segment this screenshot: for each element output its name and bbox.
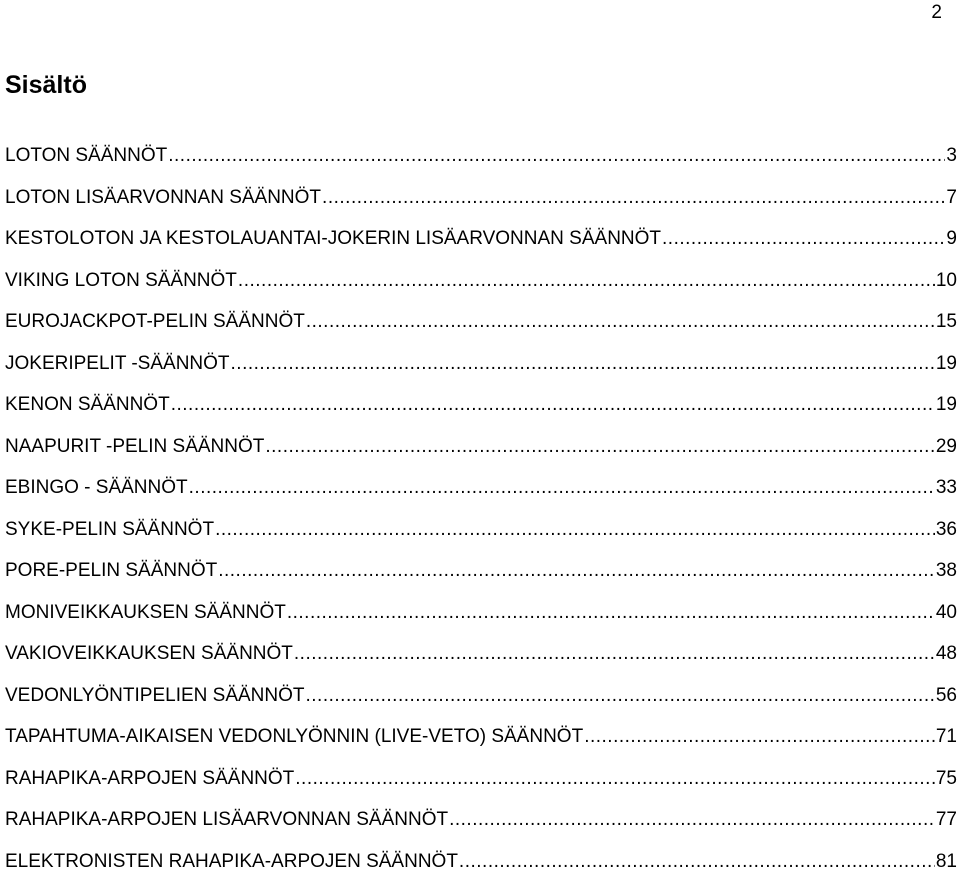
toc-dot-leader — [168, 144, 945, 168]
toc-entry-page: 77 — [936, 808, 957, 832]
toc-entry-page: 29 — [936, 435, 957, 459]
toc-entry-page: 36 — [936, 518, 957, 542]
toc-entry-title: RAHAPIKA-ARPOJEN SÄÄNNÖT — [5, 767, 294, 791]
toc-entry-title: VEDONLYÖNTIPELIEN SÄÄNNÖT — [5, 684, 305, 708]
toc-entry-page: 48 — [936, 642, 957, 666]
toc-dot-leader — [265, 435, 934, 459]
toc-entry-title: RAHAPIKA-ARPOJEN LISÄARVONNAN SÄÄNNÖT — [5, 808, 448, 832]
toc-dot-leader — [215, 518, 935, 542]
toc-entry-jokeripelit[interactable] — [5, 352, 957, 394]
toc-dot-leader — [295, 767, 935, 791]
toc-entry-page: 33 — [936, 476, 957, 500]
toc-dot-leader — [294, 642, 935, 666]
toc-dot-leader — [459, 850, 935, 874]
toc-entry-title: VIKING LOTON SÄÄNNÖT — [5, 269, 237, 293]
toc-entry-page: 81 — [936, 850, 957, 874]
toc-entry-page: 56 — [936, 684, 957, 708]
toc-entry-viking-loto[interactable] — [5, 269, 957, 311]
table-of-contents — [5, 144, 957, 891]
toc-entry-naapurit[interactable] — [5, 435, 957, 477]
toc-entry-title: KENON SÄÄNNÖT — [5, 393, 170, 417]
toc-entry-title: LOTON LISÄARVONNAN SÄÄNNÖT — [5, 186, 321, 210]
toc-dot-leader — [306, 684, 935, 708]
toc-entry-pore[interactable] — [5, 559, 957, 601]
toc-dot-leader — [218, 559, 935, 583]
toc-entry-title: JOKERIPELIT -SÄÄNNÖT — [5, 352, 230, 376]
toc-entry-page: 75 — [936, 767, 957, 791]
toc-dot-leader — [171, 393, 935, 417]
toc-entry-title: KESTOLOTON JA KESTOLAUANTAI-JOKERIN LISÄARVONNAN SÄÄNNÖT — [5, 227, 661, 251]
toc-entry-live-veto[interactable] — [5, 725, 957, 767]
toc-dot-leader — [189, 476, 935, 500]
toc-entry-page: 15 — [936, 310, 957, 334]
toc-entry-keno[interactable] — [5, 393, 957, 435]
toc-entry-page: 19 — [936, 393, 957, 417]
toc-entry-loto-lisaarvonta[interactable] — [5, 186, 957, 228]
toc-dot-leader — [322, 186, 945, 210]
page-title: Sisältö — [5, 70, 87, 100]
toc-entry-moniveikkaus[interactable] — [5, 601, 957, 643]
toc-entry-syke[interactable] — [5, 518, 957, 560]
toc-entry-title: LOTON SÄÄNNÖT — [5, 144, 167, 168]
toc-entry-page: 7 — [946, 186, 957, 210]
toc-entry-eurojackpot[interactable] — [5, 310, 957, 352]
toc-entry-page: 3 — [946, 144, 957, 168]
toc-dot-leader — [662, 227, 945, 251]
page-number: 2 — [931, 2, 942, 24]
toc-entry-title: NAAPURIT -PELIN SÄÄNNÖT — [5, 435, 264, 459]
toc-entry-rahapika-lisaarvonta[interactable] — [5, 808, 957, 850]
toc-entry-title: ELEKTRONISTEN RAHAPIKA-ARPOJEN SÄÄNNÖT — [5, 850, 458, 874]
toc-entry-vakioveikkaus[interactable] — [5, 642, 957, 684]
toc-entry-page: 40 — [936, 601, 957, 625]
toc-dot-leader — [306, 310, 935, 334]
toc-entry-title: TAPAHTUMA-AIKAISEN VEDONLYÖNNIN (LIVE-VETO) SÄÄNNÖT — [5, 725, 583, 749]
toc-dot-leader — [584, 725, 935, 749]
toc-entry-title: SYKE-PELIN SÄÄNNÖT — [5, 518, 214, 542]
toc-entry-title: EBINGO - SÄÄNNÖT — [5, 476, 188, 500]
toc-dot-leader — [449, 808, 935, 832]
toc-entry-ebingo[interactable] — [5, 476, 957, 518]
toc-dot-leader — [238, 269, 935, 293]
toc-entry-page: 9 — [946, 227, 957, 251]
toc-entry-page: 71 — [936, 725, 957, 749]
toc-entry-title: VAKIOVEIKKAUKSEN SÄÄNNÖT — [5, 642, 293, 666]
toc-dot-leader — [231, 352, 935, 376]
toc-entry-rahapika-arvat[interactable] — [5, 767, 957, 809]
toc-entry-page: 38 — [936, 559, 957, 583]
toc-entry-page: 10 — [936, 269, 957, 293]
toc-entry-elektroniset-arvat[interactable] — [5, 850, 957, 891]
toc-entry-kestoloto[interactable] — [5, 227, 957, 269]
toc-entry-title: MONIVEIKKAUKSEN SÄÄNNÖT — [5, 601, 286, 625]
toc-entry-loto[interactable] — [5, 144, 957, 186]
toc-entry-title: EUROJACKPOT-PELIN SÄÄNNÖT — [5, 310, 305, 334]
toc-entry-vedonlyonti[interactable] — [5, 684, 957, 726]
toc-entry-page: 19 — [936, 352, 957, 376]
toc-entry-title: PORE-PELIN SÄÄNNÖT — [5, 559, 217, 583]
toc-dot-leader — [287, 601, 935, 625]
